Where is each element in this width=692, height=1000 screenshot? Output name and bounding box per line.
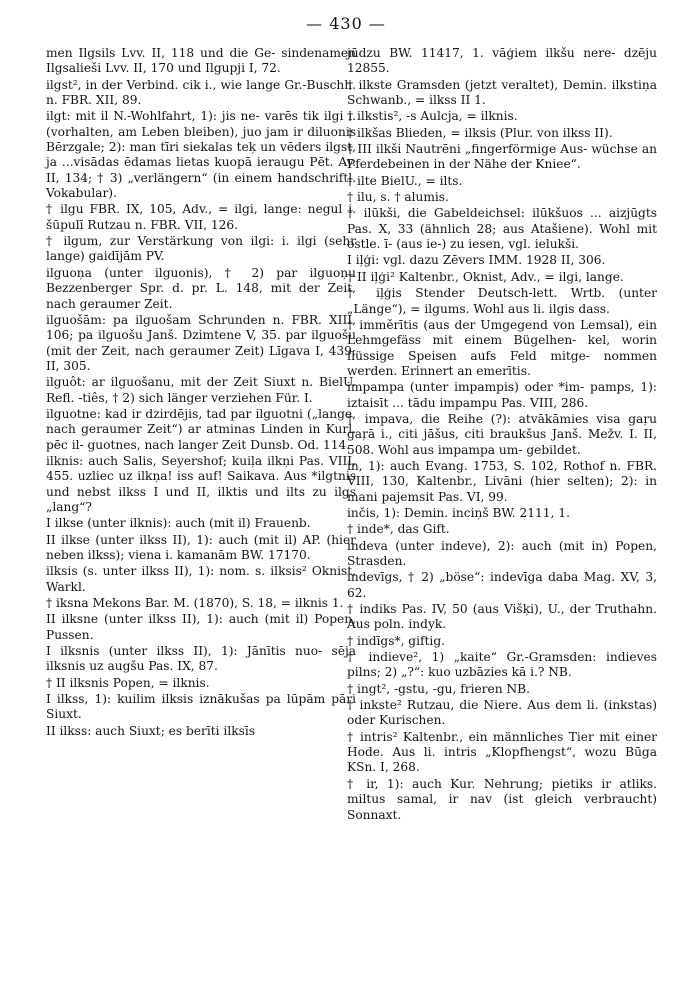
dictionary-entry: † ilte BielU., = ilts. [347,173,463,188]
dictionary-entry: † ir, 1): auch Kur. Nehrung; pietiks ir atliks. miltus samal, ir nav (ist gleich verbraucht) Sonnaxt. [347,776,657,822]
dictionary-entry: ilgst², in der Verbind. cik i., wie lange Gr.-Buschh. n. FBR. XII, 89. [46,77,356,108]
dictionary-entry: indevīgs, † 2) „böse“: indevīga daba Mag. XV, 3, 62. [347,570,657,600]
right-column [347,46,657,824]
dictionary-entry: † ilkstis², -s Aulcja, = ilknis. [347,109,518,124]
dictionary-entry: † II iļģi² Kaltenbr., Oknist, Adv., = ilgi, lange. [347,269,624,284]
dictionary-entry: † inde*, das Gift. [347,522,450,537]
dictionary-entry: II ilksne (unter ilkss II), 1): auch (mit il) Popen, Pussen. [46,612,356,642]
dictionary-entry: impampa (unter impampis) oder *im- pamps, 1): iztaisīt ... tādu impampu Pas. VIII, 286. [347,380,657,410]
dictionary-entry: † III ilkši Nautrēni „fingerförmige Aus- wüchse an Pferdebeinen in der Nähe der Kniee“. [347,142,657,172]
dictionary-entry: ilguotne: kad ir dzirdējis, tad par ilguotni („lange, nach geraumer Zeit“) ar atminas Linden in Kurl. pēc il- guotnes, nach langer Zeit Dunsb. Od. 114. [46,406,356,452]
dictionary-entry: † intris² Kaltenbr., ein männliches Tier mit einer Hode. Aus li. intris „Klopfhengst“, wozu Būga KSn. I, 268. [347,729,657,775]
dictionary-entry: I iļģi: vgl. dazu Zēvers IMM. 1928 II, 306. [347,253,606,268]
dictionary-entry: † ilkšas Blieden, = ilksis (Plur. von ilkss II). [347,125,613,140]
dictionary-entry: ilknis: auch Salis, Seyershof; kuiļa ilkņi Pas. VIII, 455. uzliec uz ilkņa! iss auf! Saikava. Aus *ilgtnis und nebst ilkss I und II, ilktis und ilts zu ilgs „lang“? [46,453,356,514]
dictionary-entry: † II ilksnis Popen, = ilknis. [46,675,210,690]
page-number: — 430 — [306,14,386,33]
dictionary-entry: † iksna Mekons Bar. M. (1870), S. 18, = ilknis 1. [46,596,344,611]
dictionary-entry: inčis, 1): Demin. inciņš BW. 2111, 1. [347,505,570,520]
dictionary-entry: † imměrītis (aus der Umgegend von Lemsal), ein Lehmgefäss mit einem Bügelhen- kel, worin flüssige Speisen aufs Feld mitge- nommen werden. Erinnert an emerītis. [347,317,657,378]
dictionary-entry: II ilkss: auch Siuxt; es berīti ilksīs [46,723,256,738]
dictionary-entry: indeva (unter indeve), 2): auch (mit in) Popen, Strasden. [347,538,657,568]
dictionary-entry: † ilkste Gramsden (jetzt veraltet), Demin. ilkstiņa Schwanb., = ilkss II 1. [347,77,657,108]
dictionary-entry: † indiks Pas. IV, 50 (aus Višķi), U., der Truthahn. Aus poln. indyk. [347,602,657,632]
dictionary-entry: † indieve², 1) „kaite“ Gr.-Gramsden: indieves pilns; 2) „?“: kuo uzbāzies kā i.? NB. [347,650,657,680]
dictionary-entry: jūdzu BW. 11417, 1. vāģiem ilkšu nere- dzēju 12855. [347,46,657,76]
dictionary-entry: ilgt: mit il N.-Wohlfahrt, 1): jis ne- varēs tik ilgi i. (vorhalten, am Leben bleiben), juo jam ir diluonis Bērzgale; 2): man tīri siekalas teķ un vēders ilgst, ja ...visādas ēdamas lietas kuopā ieraugu Pēt. Av. II, 134; † 3) „verlängern“ (in einem handschriftl. Vokabular). [46,109,356,201]
dictionary-entry: I ilksnis (unter ilkss II), 1): Jānītis nuo- sēja ilksnis uz augšu Pas. IX, 87. [46,644,356,674]
dictionary-entry: † iļģis Stender Deutsch-lett. Wrtb. (unter „Länge“), = ilgums. Wohl aus li. ilgis dass. [347,286,657,316]
dictionary-entry: † inkste² Rutzau, die Niere. Aus dem li. (inkstas) oder Kurischen. [347,698,657,728]
dictionary-entry: I ilkse (unter ilknis): auch (mit il) Frauenb. [46,516,311,531]
dictionary-entry: † ilgu FBR. IX, 105, Adv., = ilgi, lange: negul i. šūpulī Rutzau n. FBR. VII, 126. [46,202,356,232]
dictionary-entry: ilguoņa (unter ilguonis), † 2) par ilguoņu Bezzenberger Spr. d. pr. L. 148, mit der Zeit, nach geraumer Zeit. [46,265,356,311]
dictionary-entry: † indīgs*, giftig. [347,633,445,648]
dictionary-entry: † ilūkši, die Gabeldeichsel: ilūkšuos ... aizjūgts Pas. X, 33 (ähnlich 28; aus Atašiene). Wohl mit ostle. ī- (aus ie-) zu iesen, vgl. ielukši. [347,206,657,252]
left-column [46,46,356,740]
dictionary-entry: ilguošām: pa ilguošam Schrunden n. FBR. XIII, 106; pa ilguošu Janš. Dzimtene V, 35. par ilguošu (mit der Zeit, nach geraumer Zeit) Līgava I, 439; II, 305. [46,312,356,373]
dictionary-entry: † ilu, s. † alumis. [347,190,449,205]
dictionary-entry: ilksis (s. unter ilkss II), 1): nom. s. ilksis² Oknist, Warkl. [46,564,356,594]
dictionary-entry: ilguôt: ar ilguošanu, mit der Zeit Siuxt n. BielU. Refl. -tiês, † 2) sich länger verziehen Für. I. [46,375,356,405]
dictionary-entry: in, 1): auch Evang. 1753, S. 102, Rothof n. FBR. VIII, 130, Kaltenbr., Livāni (hier selten); 2): in mani pajemsit Pas. VI, 99. [347,458,657,504]
dictionary-entry: † ilgum, zur Verstärkung von ilgi: i. ilgi (sehr lange) gaidījām PV. [46,234,356,264]
dictionary-entry: I ilkss, 1): kuilim ilksis iznākušas pa lūpām pāri Siuxt. [46,692,356,722]
dictionary-entry: II ilkse (unter ilkss II), 1): auch (mit il) AP. (hier neben ilkss); viena i. kamanām BW. 17170. [46,532,356,562]
dictionary-entry: men Ilgsils Lvv. II, 118 und die Ge- sindenamen Ilgsalieši Lvv. II, 170 und Ilgupji I, 72. [46,46,356,76]
dictionary-entry: † ingt², -gstu, -gu, frieren NB. [347,681,530,696]
dictionary-entry: † impava, die Reihe (?): atvākāmies visa gaŗu gaŗā i., citi jāšus, citi braukšus Janš. Mežv. I. II, 508. Wohl aus impampa um- gebildet. [347,411,657,457]
